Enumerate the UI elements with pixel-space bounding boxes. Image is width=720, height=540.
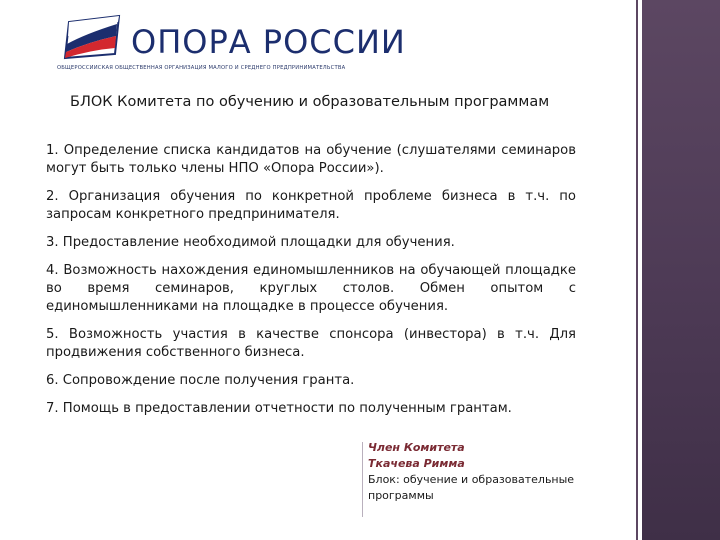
signature-block-label: Блок: обучение и образовательные программы [368, 473, 575, 502]
list-item: 3. Предоставление необходимой площадки для обучения. [46, 235, 455, 250]
flag-logo-icon [61, 14, 123, 64]
items-list [46, 142, 576, 428]
side-decorative-band [642, 0, 720, 540]
list-item: 1. Определение списка кандидатов на обучение (слушателями семинаров могут быть только члены НПО «Опора России»). [46, 143, 576, 176]
signature-block [368, 440, 628, 504]
opora-logo [55, 8, 406, 78]
logo-wordmark: ОПОРА РОССИИ [131, 23, 406, 61]
list-item: 5. Возможность участия в качестве спонсора (инвестора) в т.ч. Для продвижения собственного бизнеса. [46, 327, 576, 360]
list-item: 2. Организация обучения по конкретной проблеме бизнеса в т.ч. по запросам конкретного предпринимателя. [46, 189, 576, 222]
signature-role: Член Комитета [368, 441, 465, 454]
signature-rule [362, 442, 363, 517]
list-item: 7. Помощь в предоставлении отчетности по полученным грантам. [46, 401, 512, 416]
logo-tagline: ОБЩЕРОССИЙСКАЯ ОБЩЕСТВЕННАЯ ОРГАНИЗАЦИЯ МАЛОГО И СРЕДНЕГО ПРЕДПРИНИМАТЕЛЬСТВА [57, 65, 346, 71]
side-divider-line [636, 0, 638, 540]
slide-title: БЛОК Комитета по обучению и образовательным программам [70, 94, 550, 110]
signature-name: Ткачева Римма [368, 457, 465, 470]
list-item: 6. Сопровождение после получения гранта. [46, 373, 355, 388]
list-item: 4. Возможность нахождения единомышленников на обучающей площадке во время семинаров, круглых столов. Обмен опытом с единомышленниками на площадке в процессе обучения. [46, 263, 576, 314]
